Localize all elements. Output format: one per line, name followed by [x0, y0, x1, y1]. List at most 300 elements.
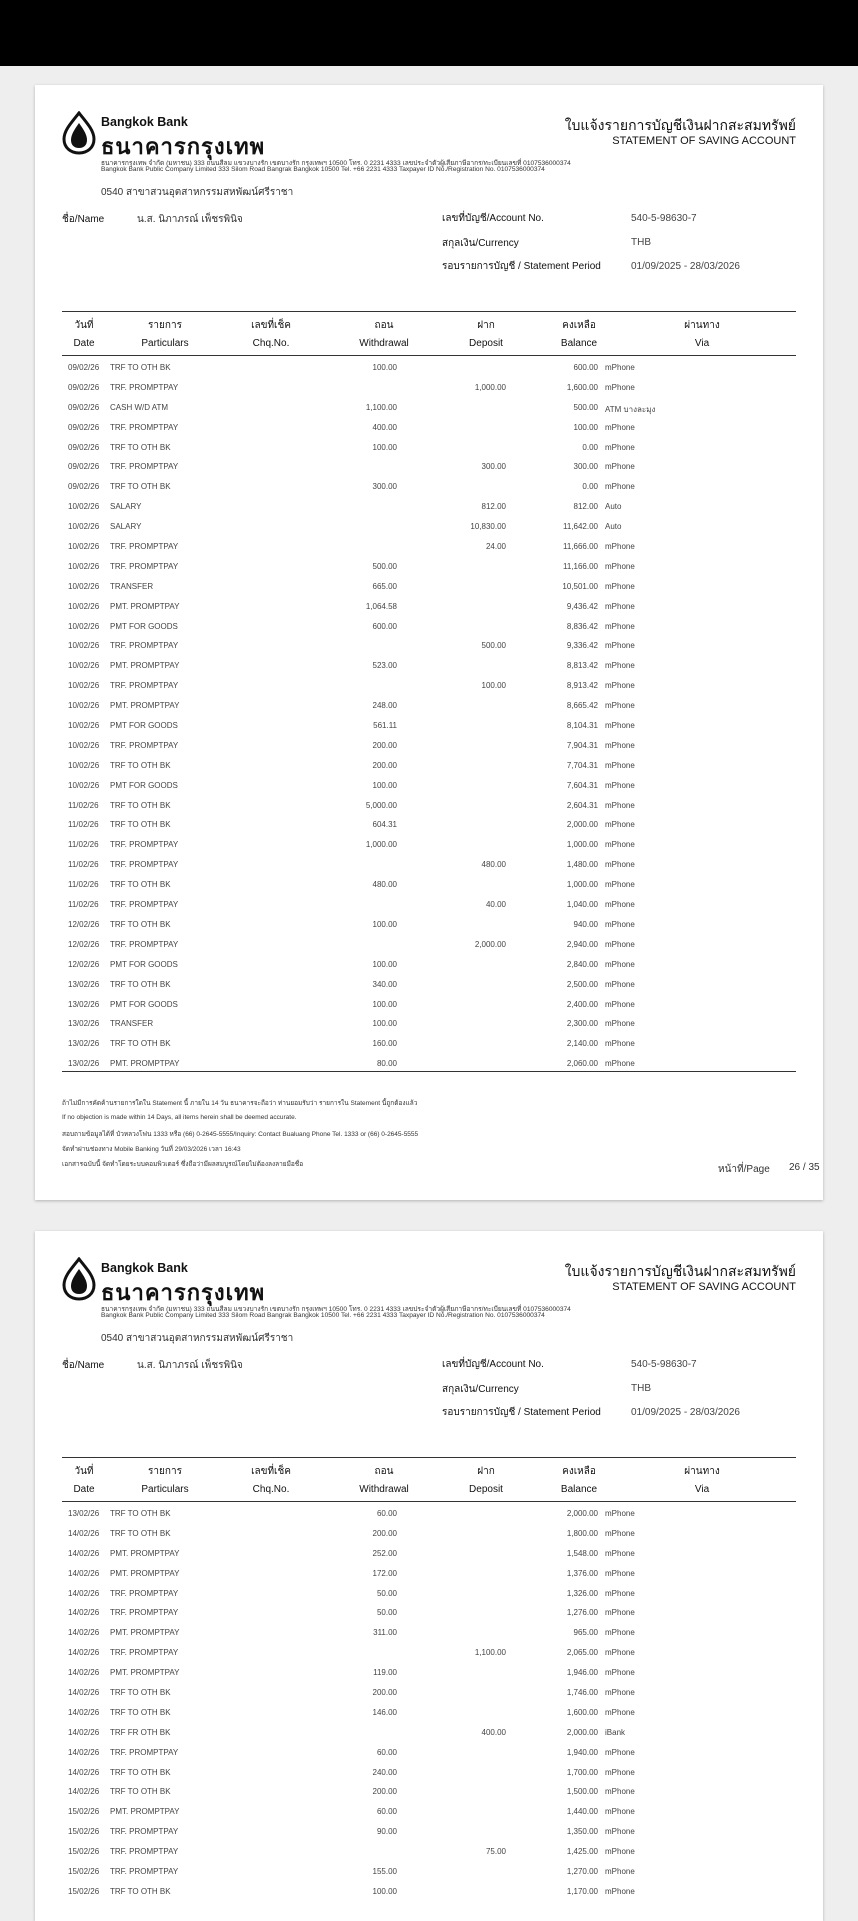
row-date: 14/02/26: [68, 1787, 100, 1797]
table-row: [62, 776, 796, 796]
row-balance: 1,700.00: [566, 1767, 598, 1777]
row-particulars: TRF. PROMPTPAY: [110, 840, 179, 850]
row-deposit: 500.00: [481, 641, 506, 651]
row-withdrawal: 146.00: [372, 1707, 397, 1717]
row-date: 14/02/26: [68, 1747, 100, 1757]
row-particulars: SALARY: [110, 502, 142, 512]
table-row: [62, 656, 796, 676]
bank-name-th: ธนาคารกรุงเทพ: [101, 1281, 266, 1306]
row-balance: 2,060.00: [566, 1059, 598, 1069]
row-via: mPhone: [605, 542, 635, 552]
row-withdrawal: 90.00: [376, 1827, 397, 1837]
table-row: [62, 1014, 796, 1034]
row-balance: 2,140.00: [566, 1039, 598, 1049]
row-particulars: PMT FOR GOODS: [110, 721, 178, 731]
col-balance-en: Balance: [560, 338, 598, 349]
row-withdrawal: 100.00: [372, 442, 397, 452]
col-via-en: Via: [694, 1484, 710, 1495]
table-row: [62, 358, 796, 378]
row-date: 09/02/26: [68, 363, 100, 372]
table-row: [62, 1723, 796, 1743]
row-balance: 812.00: [573, 502, 598, 512]
row-withdrawal: 600.00: [372, 621, 397, 631]
row-date: 10/02/26: [68, 542, 100, 552]
row-date: 11/02/26: [68, 860, 99, 870]
row-via: mPhone: [605, 1886, 635, 1896]
row-particulars: PMT. PROMPTPAY: [110, 1568, 180, 1578]
row-balance: 1,326.00: [566, 1588, 598, 1598]
row-withdrawal: 200.00: [372, 1787, 397, 1797]
row-date: 14/02/26: [68, 1707, 100, 1717]
row-via: mPhone: [605, 581, 635, 591]
table-row: [62, 935, 796, 955]
row-date: 14/02/26: [68, 1628, 100, 1638]
row-withdrawal: 604.31: [372, 820, 397, 830]
table-row: [62, 1603, 796, 1623]
col-particulars-th: รายการ: [148, 1466, 182, 1477]
row-withdrawal: 100.00: [372, 999, 397, 1009]
row-via: mPhone: [605, 840, 635, 850]
table-row: [62, 796, 796, 816]
table-row: [62, 875, 796, 895]
row-deposit: 10,830.00: [470, 522, 506, 532]
row-date: 13/02/26: [68, 1019, 100, 1029]
row-particulars: TRF. PROMPTPAY: [110, 1588, 179, 1598]
table-row: [62, 537, 796, 557]
row-via: mPhone: [605, 482, 635, 492]
table-row: [62, 1763, 796, 1783]
col-chq-en: Chq.No.: [252, 1484, 290, 1495]
row-date: 14/02/26: [68, 1648, 100, 1658]
table-row: [62, 1544, 796, 1564]
col-via-th: ผ่านทาง: [684, 320, 720, 331]
row-via: mPhone: [605, 1019, 635, 1029]
bank-name-th: ธนาคารกรุงเทพ: [101, 135, 266, 160]
row-balance: 1,425.00: [566, 1847, 598, 1857]
row-withdrawal: 100.00: [372, 919, 397, 929]
table-row: [62, 1683, 796, 1703]
row-withdrawal: 400.00: [372, 422, 397, 432]
row-particulars: PMT. PROMPTPAY: [110, 1807, 180, 1817]
footer-inquiry: สอบถามข้อมูลได้ที่ บัวหลวงโฟน 1333 หรือ (66) 0-2645-5555/Inquiry: Contact Bualuang Phone Tel. 1333 or (66) 0-2645-5555: [62, 1131, 419, 1138]
col-withdrawal-en: Withdrawal: [359, 338, 409, 349]
row-date: 10/02/26: [68, 581, 100, 591]
table-row: [62, 1663, 796, 1683]
row-via: mPhone: [605, 1807, 635, 1817]
row-particulars: TRF TO OTH BK: [110, 1886, 171, 1896]
row-deposit: 300.00: [481, 462, 506, 472]
row-balance: 8,104.31: [566, 721, 598, 731]
table-row: [62, 1623, 796, 1643]
row-date: 10/02/26: [68, 661, 100, 671]
row-via: mPhone: [605, 1688, 635, 1698]
row-balance: 1,170.00: [566, 1886, 598, 1896]
row-via: mPhone: [605, 701, 635, 711]
bank-address-en: Bangkok Bank Public Company Limited 333 Silom Road Bangrak Bangkok 10500 Tel. +66 2231 4333 Taxpayer ID No./Registration No. 0107536000374: [101, 1312, 545, 1319]
row-via: mPhone: [605, 919, 635, 929]
table-row: [62, 955, 796, 975]
transaction-list-page-2: [62, 1504, 796, 1902]
row-via: mPhone: [605, 1059, 635, 1069]
table-row: [62, 636, 796, 656]
row-particulars: TRF TO OTH BK: [110, 1688, 171, 1698]
table-top-rule: [62, 311, 796, 312]
table-row: [62, 398, 796, 418]
row-date: 14/02/26: [68, 1588, 100, 1598]
footer-note-en: If no objection is made within 14 Days, all items herein shall be deemed accurate.: [62, 1114, 297, 1121]
row-withdrawal: 155.00: [372, 1867, 397, 1877]
row-via: mPhone: [605, 880, 635, 890]
row-withdrawal: 100.00: [372, 1019, 397, 1029]
row-date: 14/02/26: [68, 1548, 100, 1558]
col-date-th: วันที่: [74, 320, 94, 331]
period-label: รอบรายการบัญชี / Statement Period: [442, 261, 601, 272]
name-label: ชื่อ/Name: [62, 1360, 105, 1371]
row-particulars: PMT. PROMPTPAY: [110, 1548, 180, 1558]
row-via: mPhone: [605, 561, 635, 571]
row-date: 09/02/26: [68, 422, 100, 432]
row-withdrawal: 100.00: [372, 959, 397, 969]
table-row: [62, 835, 796, 855]
row-date: 09/02/26: [68, 482, 100, 492]
row-withdrawal: 100.00: [372, 780, 397, 790]
row-via: iBank: [605, 1727, 626, 1737]
row-deposit: 75.00: [485, 1847, 506, 1857]
account-value: 540-5-98630-7: [631, 1359, 697, 1370]
row-date: 10/02/26: [68, 522, 100, 532]
row-deposit: 2,000.00: [474, 939, 506, 949]
row-particulars: PMT. PROMPTPAY: [110, 661, 180, 671]
row-via: mPhone: [605, 1528, 635, 1538]
footer-note-th: ถ้าไม่มีการคัดค้านรายการใดใน Statement นี้ ภายใน 14 วัน ธนาคารจะถือว่า ท่านยอมรับว่า รายการใน Statement นี้ถูกต้องแล้ว: [62, 1100, 418, 1107]
row-via: mPhone: [605, 1847, 635, 1857]
row-balance: 11,166.00: [563, 561, 598, 571]
row-particulars: SALARY: [110, 522, 142, 532]
row-date: 10/02/26: [68, 641, 100, 651]
row-deposit: 24.00: [485, 542, 506, 552]
row-particulars: TRANSFER: [110, 581, 154, 591]
row-particulars: TRF TO OTH BK: [110, 482, 171, 492]
statement-title-th: ใบแจ้งรายการบัญชีเงินฝากสะสมทรัพย์: [564, 117, 796, 133]
row-balance: 2,065.00: [566, 1648, 598, 1658]
row-date: 10/02/26: [68, 701, 100, 711]
row-balance: 8,813.42: [566, 661, 598, 671]
row-balance: 1,350.00: [566, 1827, 598, 1837]
row-withdrawal: 100.00: [372, 1886, 397, 1896]
row-particulars: TRF. PROMPTPAY: [110, 382, 179, 392]
row-particulars: TRF TO OTH BK: [110, 1509, 171, 1518]
col-deposit-en: Deposit: [469, 1484, 503, 1495]
row-withdrawal: 60.00: [376, 1509, 397, 1518]
row-balance: 965.00: [573, 1628, 598, 1638]
col-deposit-th: ฝาก: [477, 320, 495, 331]
row-particulars: TRF TO OTH BK: [110, 880, 171, 890]
row-balance: 2,940.00: [566, 939, 598, 949]
row-particulars: PMT. PROMPTPAY: [110, 1059, 180, 1069]
row-balance: 100.00: [573, 422, 598, 432]
row-date: 13/02/26: [68, 1509, 100, 1518]
row-withdrawal: 160.00: [372, 1039, 397, 1049]
table-row: [62, 756, 796, 776]
table-row: [62, 676, 796, 696]
row-deposit: 400.00: [481, 1727, 506, 1737]
col-particulars-en: Particulars: [141, 338, 189, 349]
branch-name: 0540 สาขาสวนอุตสาหกรรมสหพัฒน์ศรีราชา: [101, 187, 294, 198]
row-balance: 2,500.00: [566, 979, 598, 989]
table-row: [62, 378, 796, 398]
name-value: น.ส. นิภาภรณ์ เพ็ชรพินิจ: [137, 1360, 243, 1371]
transaction-list-page-1: [62, 358, 796, 1074]
row-balance: 7,604.31: [566, 780, 598, 790]
row-particulars: PMT FOR GOODS: [110, 621, 178, 631]
row-via: mPhone: [605, 442, 635, 452]
row-withdrawal: 119.00: [373, 1668, 397, 1678]
col-chq-th: เลขที่เช็ค: [251, 1466, 291, 1477]
table-row: [62, 1802, 796, 1822]
row-withdrawal: 1,100.00: [365, 402, 397, 412]
row-via: mPhone: [605, 1707, 635, 1717]
row-via: mPhone: [605, 1039, 635, 1049]
period-value: 01/09/2025 - 28/03/2026: [631, 1407, 740, 1418]
row-date: 15/02/26: [68, 1827, 100, 1837]
row-withdrawal: 200.00: [372, 1528, 397, 1538]
account-value: 540-5-98630-7: [631, 213, 697, 224]
row-balance: 7,904.31: [566, 740, 598, 750]
table-row: [62, 418, 796, 438]
row-withdrawal: 523.00: [372, 661, 397, 671]
row-deposit: 40.00: [485, 900, 506, 910]
row-date: 13/02/26: [68, 1059, 100, 1069]
row-via: mPhone: [605, 760, 635, 770]
row-withdrawal: 50.00: [376, 1588, 397, 1598]
table-row: [62, 1822, 796, 1842]
row-withdrawal: 1,000.00: [365, 840, 397, 850]
row-date: 10/02/26: [68, 760, 100, 770]
row-balance: 10,501.00: [562, 581, 598, 591]
account-label: เลขที่บัญชี/Account No.: [442, 1359, 544, 1370]
row-date: 10/02/26: [68, 601, 100, 611]
table-row: [62, 1034, 796, 1054]
row-balance: 1,000.00: [566, 880, 598, 890]
row-date: 11/02/26: [68, 880, 99, 890]
table-row: [62, 517, 796, 537]
row-via: mPhone: [605, 959, 635, 969]
table-row: [62, 1564, 796, 1584]
row-particulars: TRF TO OTH BK: [110, 979, 171, 989]
col-balance-th: คงเหลือ: [562, 1466, 596, 1477]
col-balance-th: คงเหลือ: [562, 320, 596, 331]
row-particulars: TRF TO OTH BK: [110, 1767, 171, 1777]
period-label: รอบรายการบัญชี / Statement Period: [442, 1407, 601, 1418]
table-row: [62, 1504, 796, 1524]
row-via: mPhone: [605, 1867, 635, 1877]
row-particulars: TRF. PROMPTPAY: [110, 641, 179, 651]
statement-page-2: [35, 1231, 823, 1921]
row-date: 10/02/26: [68, 780, 100, 790]
row-via: mPhone: [605, 422, 635, 432]
row-balance: 2,000.00: [566, 1727, 598, 1737]
table-row: [62, 497, 796, 517]
row-balance: 8,665.42: [566, 701, 598, 711]
row-particulars: TRF TO OTH BK: [110, 363, 171, 372]
row-deposit: 812.00: [481, 502, 506, 512]
row-via: mPhone: [605, 900, 635, 910]
row-date: 14/02/26: [68, 1568, 100, 1578]
table-bottom-rule: [62, 1071, 796, 1072]
row-withdrawal: 200.00: [372, 1688, 397, 1698]
row-balance: 1,480.00: [566, 860, 598, 870]
row-withdrawal: 500.00: [372, 561, 397, 571]
row-balance: 500.00: [573, 402, 598, 412]
bangkok-bank-lotus-logo-icon: [62, 111, 96, 155]
row-via: mPhone: [605, 1648, 635, 1658]
row-date: 11/02/26: [68, 840, 99, 850]
row-balance: 7,704.31: [566, 760, 598, 770]
row-deposit: 100.00: [481, 681, 506, 691]
bank-name-en: Bangkok Bank: [101, 1261, 188, 1275]
row-date: 13/02/26: [68, 999, 100, 1009]
row-particulars: TRF. PROMPTPAY: [110, 462, 179, 472]
row-date: 10/02/26: [68, 740, 100, 750]
table-row: [62, 477, 796, 497]
col-via-th: ผ่านทาง: [684, 1466, 720, 1477]
row-balance: 1,946.00: [566, 1668, 598, 1678]
row-date: 15/02/26: [68, 1807, 100, 1817]
name-label: ชื่อ/Name: [62, 214, 105, 225]
row-date: 14/02/26: [68, 1668, 100, 1678]
col-withdrawal-th: ถอน: [374, 1466, 394, 1477]
row-date: 14/02/26: [68, 1727, 100, 1737]
page-number: 26 / 35: [789, 1162, 820, 1173]
table-row: [62, 975, 796, 995]
table-row: [62, 438, 796, 458]
row-deposit: 480.00: [481, 860, 506, 870]
row-via: mPhone: [605, 1827, 635, 1837]
row-balance: 8,913.42: [566, 681, 598, 691]
row-date: 11/02/26: [68, 800, 99, 810]
currency-value: THB: [631, 1383, 651, 1394]
row-balance: 2,300.00: [566, 1019, 598, 1029]
row-via: mPhone: [605, 1588, 635, 1598]
row-particulars: TRF TO OTH BK: [110, 820, 171, 830]
row-date: 12/02/26: [68, 959, 100, 969]
row-particulars: TRF TO OTH BK: [110, 919, 171, 929]
col-date-en: Date: [73, 338, 95, 349]
table-row: [62, 557, 796, 577]
row-via: ATM บางละมุง: [605, 404, 656, 414]
row-particulars: TRANSFER: [110, 1019, 154, 1029]
row-balance: 8,836.42: [566, 621, 598, 631]
bank-address-en: Bangkok Bank Public Company Limited 333 Silom Road Bangrak Bangkok 10500 Tel. +66 2231 4333 Taxpayer ID No./Registration No. 0107536000374: [101, 166, 545, 173]
row-via: mPhone: [605, 681, 635, 691]
table-header-rule: [62, 355, 796, 356]
table-header-rule: [62, 1501, 796, 1502]
row-particulars: TRF. PROMPTPAY: [110, 900, 179, 910]
row-withdrawal: 50.00: [376, 1608, 397, 1618]
row-withdrawal: 60.00: [376, 1807, 397, 1817]
row-withdrawal: 80.00: [376, 1059, 397, 1069]
row-particulars: PMT. PROMPTPAY: [110, 1668, 180, 1678]
row-date: 15/02/26: [68, 1886, 100, 1896]
row-via: mPhone: [605, 1767, 635, 1777]
row-via: mPhone: [605, 641, 635, 651]
row-via: mPhone: [605, 999, 635, 1009]
row-particulars: TRF TO OTH BK: [110, 1528, 171, 1538]
table-row: [62, 577, 796, 597]
row-balance: 1,376.00: [566, 1568, 598, 1578]
row-particulars: TRF. PROMPTPAY: [110, 1747, 179, 1757]
bangkok-bank-lotus-logo-icon: [62, 1257, 96, 1301]
row-date: 10/02/26: [68, 561, 100, 571]
row-balance: 11,642.00: [563, 522, 598, 532]
row-withdrawal: 340.00: [372, 979, 397, 989]
table-row: [62, 1842, 796, 1862]
col-particulars-en: Particulars: [141, 1484, 189, 1495]
row-via: Auto: [605, 522, 622, 532]
table-row: [62, 736, 796, 756]
table-row: [62, 457, 796, 477]
statement-page-1: [35, 85, 823, 1200]
table-row: [62, 995, 796, 1015]
row-via: mPhone: [605, 462, 635, 472]
table-row: [62, 1743, 796, 1763]
period-value: 01/09/2025 - 28/03/2026: [631, 261, 740, 272]
table-row: [62, 1524, 796, 1544]
row-withdrawal: 665.00: [372, 581, 397, 591]
currency-label: สกุลเงิน/Currency: [442, 1384, 519, 1395]
row-date: 10/02/26: [68, 681, 100, 691]
row-via: mPhone: [605, 820, 635, 830]
row-particulars: PMT. PROMPTPAY: [110, 1628, 180, 1638]
row-balance: 11,666.00: [563, 542, 598, 552]
branch-name: 0540 สาขาสวนอุตสาหกรรมสหพัฒน์ศรีราชา: [101, 1333, 294, 1344]
col-balance-en: Balance: [560, 1484, 598, 1495]
row-date: 14/02/26: [68, 1528, 100, 1538]
row-via: mPhone: [605, 1668, 635, 1678]
currency-value: THB: [631, 237, 651, 248]
bank-name-en: Bangkok Bank: [101, 115, 188, 129]
row-particulars: PMT. PROMPTPAY: [110, 601, 180, 611]
row-deposit: 1,000.00: [474, 382, 506, 392]
row-withdrawal: 200.00: [372, 740, 397, 750]
row-withdrawal: 5,000.00: [365, 800, 397, 810]
currency-label: สกุลเงิน/Currency: [442, 238, 519, 249]
row-balance: 9,336.42: [566, 641, 598, 651]
row-balance: 1,548.00: [566, 1548, 598, 1558]
row-date: 14/02/26: [68, 1767, 100, 1777]
row-withdrawal: 311.00: [373, 1628, 397, 1638]
statement-title-th: ใบแจ้งรายการบัญชีเงินฝากสะสมทรัพย์: [564, 1263, 796, 1279]
col-deposit-th: ฝาก: [477, 1466, 495, 1477]
table-row: [62, 855, 796, 875]
row-via: mPhone: [605, 800, 635, 810]
row-date: 09/02/26: [68, 442, 100, 452]
row-withdrawal: 252.00: [372, 1548, 397, 1558]
row-balance: 300.00: [573, 462, 598, 472]
bank-address-th: ธนาคารกรุงเทพ จำกัด (มหาชน) 333 ถนนสีลม แขวงบางรัก เขตบางรัก กรุงเทพฯ 10500 โทร. 0 2231 4333 เลขประจำตัวผู้เสียภาษีอากร/ทะเบียนเลขที่ 0107536000374: [101, 160, 571, 167]
row-balance: 0.00: [582, 482, 598, 492]
row-via: mPhone: [605, 740, 635, 750]
row-balance: 1,000.00: [566, 840, 598, 850]
row-withdrawal: 248.00: [372, 701, 397, 711]
row-balance: 2,000.00: [566, 820, 598, 830]
row-date: 10/02/26: [68, 621, 100, 631]
col-date-en: Date: [73, 1484, 95, 1495]
row-date: 14/02/26: [68, 1608, 100, 1618]
col-particulars-th: รายการ: [148, 320, 182, 331]
row-balance: 1,270.00: [566, 1867, 598, 1877]
row-withdrawal: 200.00: [372, 760, 397, 770]
